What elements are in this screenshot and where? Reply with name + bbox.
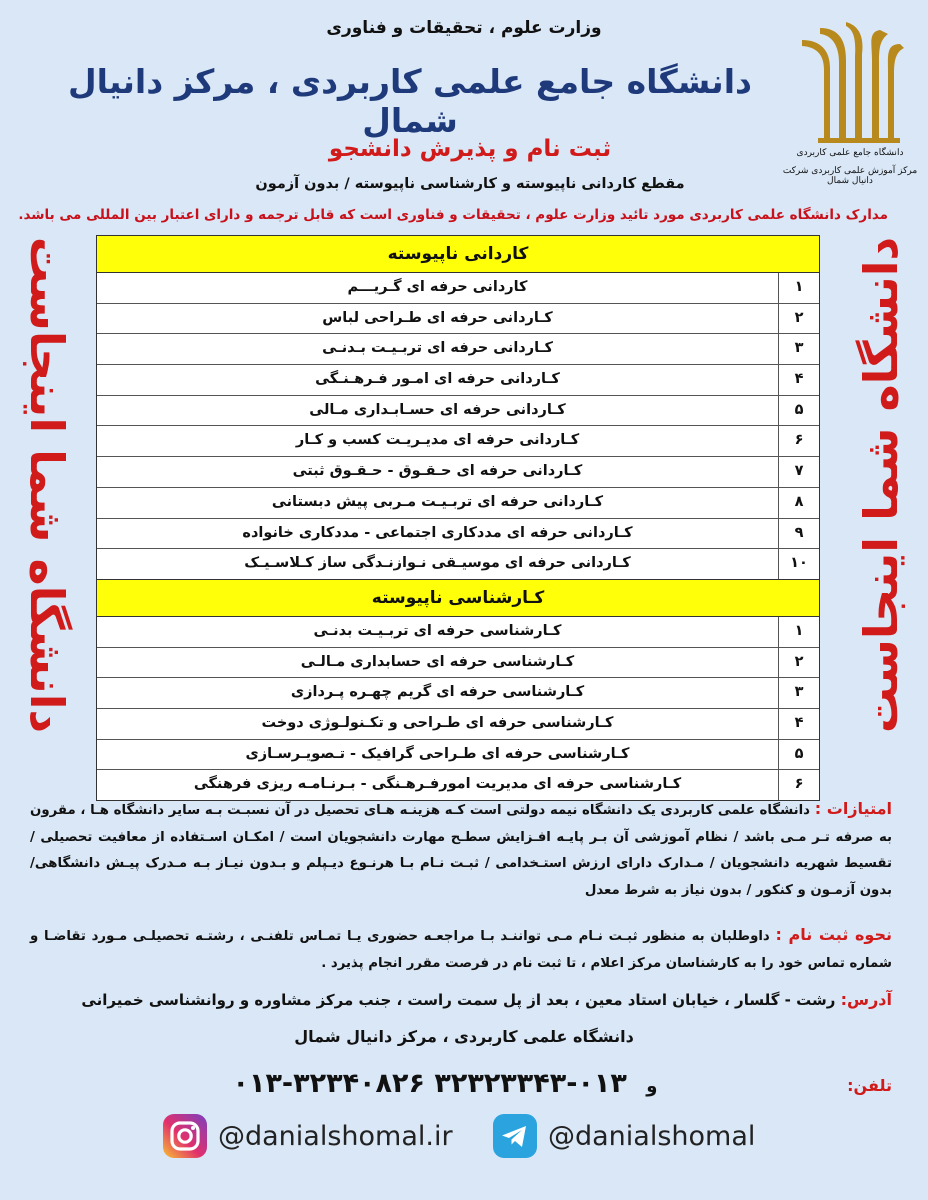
table-row bbox=[97, 304, 819, 335]
program-name: کـارشناسی حرفه ای تربـیـت بدنـی bbox=[313, 622, 562, 639]
program-name: کـاردانی حرفه ای مدیـریـت کسب و کـار bbox=[295, 432, 580, 449]
instagram-handle[interactable]: @danialshomal.ir bbox=[218, 1120, 453, 1152]
logo-caption-2: مرکز آموزش علمی کاربردی شرکت دانیال شمال bbox=[782, 166, 918, 186]
program-name: کـاردانی حرفه ای تربـیـت مـربی پیش دبستانی bbox=[271, 493, 604, 510]
phone-number-1[interactable]: ۰۱۳-۳۲۳۲۳۳۴۳ bbox=[434, 1068, 627, 1099]
row-number: ۸ bbox=[778, 488, 819, 518]
registration-title: ثبت نام و پذیرش دانشجو bbox=[328, 136, 612, 162]
program-name: کـاردانی حرفه ای مددکاری اجتماعی - مددکاری خانواده bbox=[242, 524, 633, 541]
row-number: ۶ bbox=[778, 770, 819, 800]
program-name: کـاردانی حرفه ای طـراحی لباس bbox=[322, 309, 553, 326]
row-number: ۲ bbox=[778, 304, 819, 334]
logo-mark-icon bbox=[780, 20, 920, 145]
program-name: کـارشناسی حرفه ای طـراحی گرافیک - تـصویـرسـازی bbox=[245, 745, 630, 762]
phone-and: و bbox=[646, 1076, 658, 1097]
row-number: ۵ bbox=[778, 740, 819, 770]
section-header-karshenasi: کـارشناسی ناپیوسته bbox=[97, 580, 819, 617]
howto-paragraph bbox=[30, 922, 892, 977]
university-logo bbox=[780, 20, 920, 190]
table-row bbox=[97, 488, 819, 519]
benefits-label: امتیازات : bbox=[814, 799, 892, 818]
program-name: کـاردانی حرفه ای امـور فـرهـنـگی bbox=[315, 371, 560, 388]
table-row bbox=[97, 740, 819, 771]
address-text: رشت - گلسار ، خیابان استاد معین ، بعد از پل سمت راست ، جنب مرکز مشاوره و روانشناسی خمیرانی bbox=[81, 991, 836, 1009]
table-row bbox=[97, 648, 819, 679]
program-name: کـاردانی حرفه ای حسـابـداری مـالی bbox=[309, 401, 566, 418]
table-row bbox=[97, 709, 819, 740]
levels-line: مقطع کاردانی ناپیوسته و کارشناسی ناپیوسته / بدون آزمون bbox=[255, 176, 685, 192]
phone-label: تلفن: bbox=[847, 1076, 892, 1095]
row-number: ۱ bbox=[778, 617, 819, 647]
program-name: کـارشناسی حرفه ای طـراحی و تکـنولـوژی دوخت bbox=[261, 714, 614, 731]
side-slogan-left: دانشگاه شما اینجاست bbox=[20, 236, 74, 734]
benefits-text: دانشگاه علمی کاربردی یک دانشگاه نیمه دولتی است کـه هزینـه هـای تحصیل در آن نسبـت بـه سایر دانشگاه هـا ، مقرون به صرفه تـر مـی باشد / نظام آموزشی آن بـر پایـه افـزایش سطـح مهارت دانشجویان است / امکـان اسـتفاده از معافیت تحصیلی / تقسیط شهریه دانشجویان / مـدارک دارای ارزش استـخدامی / ثبـت نـام بـا هرنـوع دیـپلم و بـدون نیـاز بـه مـدرک پیـش دانشگاهی/ بدون آزمـون و کنکور / بدون نیاز به شرط معدل bbox=[30, 803, 892, 898]
karshenasi-list bbox=[97, 617, 819, 800]
row-number: ۳ bbox=[778, 334, 819, 364]
center-name: دانشگاه علمی کاربردی ، مرکز دانیال شمال bbox=[294, 1027, 634, 1046]
table-row bbox=[97, 617, 819, 648]
program-name: کـارشناسی حرفه ای حسابداری مـالـی bbox=[300, 653, 575, 670]
program-name: کـارشناسی حرفه ای مدیریت امورفـرهـنگی - بـرنـامـه ریزی فرهنگی bbox=[193, 776, 682, 793]
instagram-icon bbox=[162, 1113, 208, 1159]
logo-caption-1: دانشگاه جامع علمی کاربردی bbox=[796, 148, 904, 158]
table-row bbox=[97, 678, 819, 709]
row-number: ۱ bbox=[778, 273, 819, 303]
table-row bbox=[97, 334, 819, 365]
row-number: ۲ bbox=[778, 648, 819, 678]
side-slogan-right: دانشگاه شما اینجاست bbox=[854, 236, 908, 734]
table-row bbox=[97, 426, 819, 457]
howto-label: نحوه ثبت نام : bbox=[775, 925, 892, 944]
program-name: کـاردانی حرفه ای تربـیـت بـدنـی bbox=[322, 340, 553, 357]
phone-row bbox=[30, 1068, 892, 1104]
table-row bbox=[97, 549, 819, 580]
university-title: دانشگاه جامع علمی کاربردی ، مرکز دانیال شمال bbox=[68, 62, 752, 140]
row-number: ۷ bbox=[778, 457, 819, 487]
row-number: ۱۰ bbox=[778, 549, 819, 579]
program-name: کـاردانی حرفه ای موسیـقی نـوازنـدگی ساز کـلاسـیـک bbox=[244, 555, 631, 572]
row-number: ۹ bbox=[778, 519, 819, 549]
programs-table bbox=[96, 235, 820, 801]
howto-text: داوطلبان به منظور ثبـت نـام مـی تواننـد بـا مراجعـه حضوری یـا تمـاس تلفنـی ، رشتـه تحصیلـی مـورد تقاضـا و شماره تماس خود را به کارشناسان مرکز اعلام ، تا ثبت نام در فرصت مقرر انجام پذیرد . bbox=[30, 929, 892, 971]
row-number: ۴ bbox=[778, 365, 819, 395]
table-row bbox=[97, 396, 819, 427]
documents-note: مدارک دانشگاه علمی کاربردی مورد تائید وزارت علوم ، تحقیقات و فناوری است که قابل ترجمه و دارای اعتبار بین المللی می باشد. bbox=[18, 207, 888, 223]
telegram-link[interactable] bbox=[492, 1112, 755, 1160]
instagram-link[interactable] bbox=[162, 1112, 453, 1160]
program-name: کاردانی حرفه ای گـریـــم bbox=[347, 279, 528, 295]
row-number: ۴ bbox=[778, 709, 819, 739]
address-label: آدرس: bbox=[840, 990, 892, 1009]
telegram-handle[interactable]: @danialshomal bbox=[548, 1120, 756, 1152]
table-row bbox=[97, 519, 819, 550]
program-name: کـارشناسی حرفه ای گریم چهـره پـردازی bbox=[290, 684, 585, 701]
row-number: ۵ bbox=[778, 396, 819, 426]
kardani-list bbox=[97, 273, 819, 580]
telegram-icon bbox=[492, 1113, 538, 1159]
phone-numbers bbox=[230, 1068, 670, 1099]
ministry-title: وزارت علوم ، تحقیقات و فناوری bbox=[326, 18, 602, 38]
row-number: ۶ bbox=[778, 426, 819, 456]
row-number: ۳ bbox=[778, 678, 819, 708]
section-header-kardani: کاردانی ناپیوسته bbox=[97, 236, 819, 273]
benefits-paragraph bbox=[30, 796, 892, 904]
table-row bbox=[97, 365, 819, 396]
phone-number-2[interactable]: ۰۱۳-۳۲۳۴۰۸۲۶ bbox=[232, 1068, 425, 1099]
address-line bbox=[30, 990, 892, 1009]
program-name: کـاردانی حرفه ای حـقـوق - حـقـوق ثبتی bbox=[292, 463, 583, 480]
table-row bbox=[97, 273, 819, 304]
table-row bbox=[97, 457, 819, 488]
